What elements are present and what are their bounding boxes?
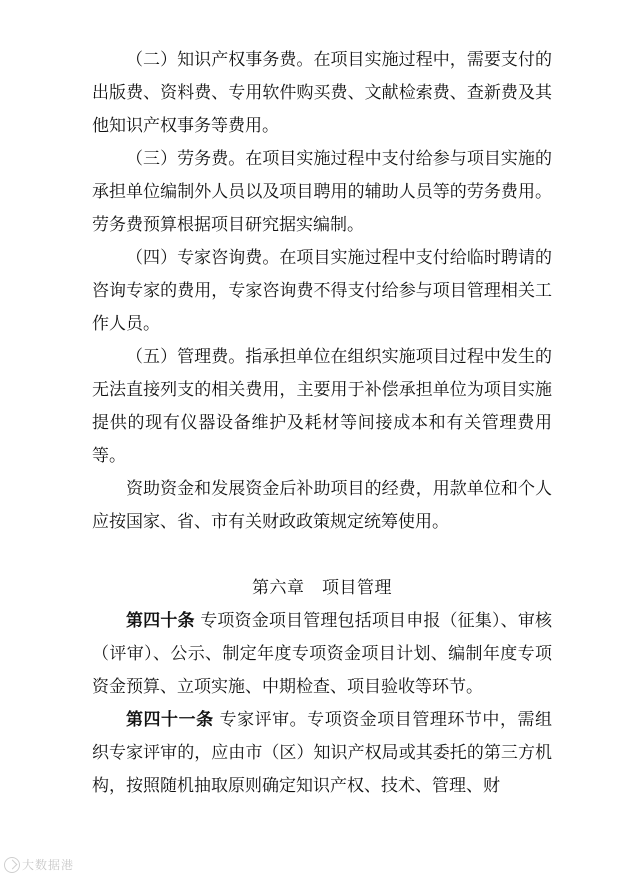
paragraph-ip-fees: （二）知识产权事务费。在项目实施过程中，需要支付的出版费、资料费、专用软件购买费、文献检索费、查新费及其他知识产权事务等费用。: [92, 50, 552, 136]
paragraph-funding-usage: 资助资金和发展资金后补助项目的经费，用款单位和个人应按国家、省、市有关财政政策规定统筹使用。: [92, 479, 552, 532]
document-page: [92, 44, 552, 803]
watermark-text: 大数据港: [22, 857, 75, 872]
article-40: [92, 605, 552, 704]
article-40-text: 专项资金项目管理包括项目申报（征集）、审核（评审）、公示、制定年度专项资金项目计划、编制年度专项资金预算、立项实施、中期检查、项目验收等环节。: [92, 611, 552, 697]
paragraph-labor-fees: （三）劳务费。在项目实施过程中支付给参与项目实施的承担单位编制外人员以及项目聘用的辅助人员等的劳务费用。劳务费预算根据项目研究据实编制。: [92, 149, 552, 235]
watermark: [4, 856, 74, 874]
article-41: [92, 704, 552, 803]
chapter-title: 第六章 项目管理: [252, 578, 392, 598]
article-41-text: 专家评审。专项资金项目管理环节中，需组织专家评审的，应由市（区）知识产权局或其委托的第三方机构，按照随机抽取原则确定知识产权、技术、管理、财: [92, 710, 552, 796]
watermark-logo-icon: [4, 857, 20, 873]
article-41-number: 第四十一条: [126, 710, 214, 730]
article-40-number: 第四十条: [126, 611, 195, 631]
paragraph-management-fees: （五）管理费。指承担单位在组织实施项目过程中发生的无法直接列支的相关费用，主要用于补偿承担单位为项目实施提供的现有仪器设备维护及耗材等间接成本和有关管理费用等。: [92, 347, 552, 466]
paragraph-expert-fees: （四）专家咨询费。在项目实施过程中支付给临时聘请的咨询专家的费用，专家咨询费不得支付给参与项目管理相关工作人员。: [92, 248, 552, 334]
